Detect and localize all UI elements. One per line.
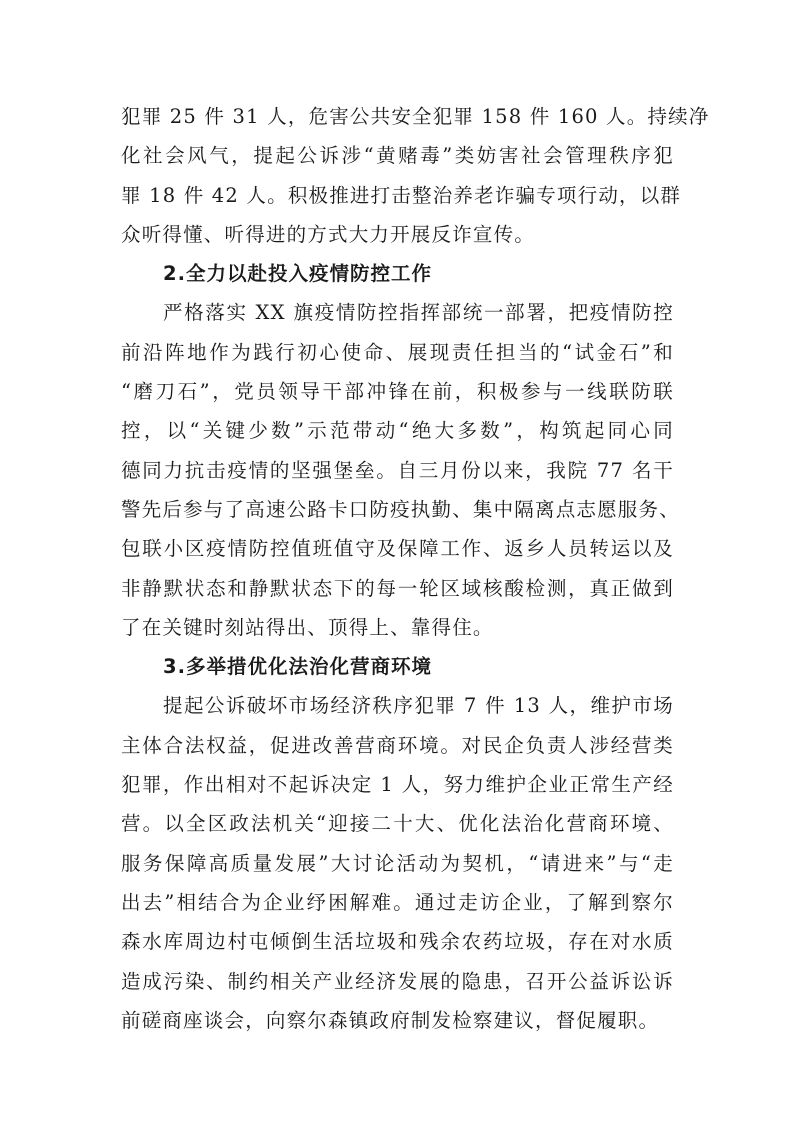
text-line: 前沿阵地作为践行初心使命、展现责任担当的“试金石”和 — [121, 340, 674, 364]
text-line: 控，以“关键少数”示范带动“绝大多数”，构筑起同心同 — [121, 419, 674, 443]
text-line: 警先后参与了高速公路卡口防疫执勤、集中隔离点志愿服务、 — [121, 497, 680, 521]
section-heading-3: 3.多举措优化法治化营商环境 — [163, 655, 432, 679]
paragraph-continued — [121, 97, 710, 254]
text-line: 主体合法权益，促进改善营商环境。对民企负责人涉经营类 — [121, 733, 674, 757]
text-line: 德同力抗击疫情的坚强堡垒。自三月份以来，我院 77 名干 — [121, 458, 674, 482]
text-line: 前磋商座谈会，向察尔森镇政府制发检察建议，督促履职。 — [121, 1008, 660, 1032]
text-line: 包联小区疫情防控值班值守及保障工作、返乡人员转运以及 — [121, 537, 674, 561]
section-2-paragraph — [121, 293, 680, 647]
text-line: 服务保障高质量发展”大讨论活动为契机，“请进来”与“走 — [121, 851, 674, 875]
text-line: 了在关键时刻站得出、顶得上、靠得住。 — [121, 615, 494, 639]
text-line: 化社会风气，提起公诉涉“黄赌毒”类妨害社会管理秩序犯 — [121, 144, 674, 168]
text-line: “磨刀石”，党员领导干部冲锋在前，积极参与一线联防联 — [121, 380, 674, 404]
section-3-paragraph — [121, 686, 674, 1040]
text-line: 众听得懂、听得进的方式大力开展反诈宣传。 — [121, 222, 536, 246]
text-line: 提起公诉破坏市场经济秩序犯罪 7 件 13 人，维护市场 — [163, 694, 674, 718]
text-line: 造成污染、制约相关产业经济发展的隐患，召开公益诉讼诉 — [121, 969, 674, 993]
text-line: 犯罪 25 件 31 人，危害公共安全犯罪 158 件 160 人。持续净 — [121, 105, 710, 128]
text-line: 严格落实 XX 旗疫情防控指挥部统一部署，把疫情防控 — [163, 301, 674, 325]
text-line: 罪 18 件 42 人。积极推进打击整治养老诈骗专项行动，以群 — [121, 183, 682, 207]
text-line: 森水库周边村屯倾倒生活垃圾和残余农药垃圾，存在对水质 — [121, 930, 674, 954]
text-line: 犯罪，作出相对不起诉决定 1 人，努力维护企业正常生产经 — [121, 773, 674, 797]
text-line: 非静默状态和静默状态下的每一轮区域核酸检测，真正做到 — [121, 576, 674, 600]
document-page — [121, 97, 710, 1040]
text-line: 出去”相结合为企业纾困解难。通过走访企业，了解到察尔 — [121, 890, 674, 914]
text-line: 营。以全区政法机关“迎接二十大、优化法治化营商环境、 — [121, 812, 674, 836]
section-heading-2: 2.全力以赴投入疫情防控工作 — [163, 262, 432, 286]
